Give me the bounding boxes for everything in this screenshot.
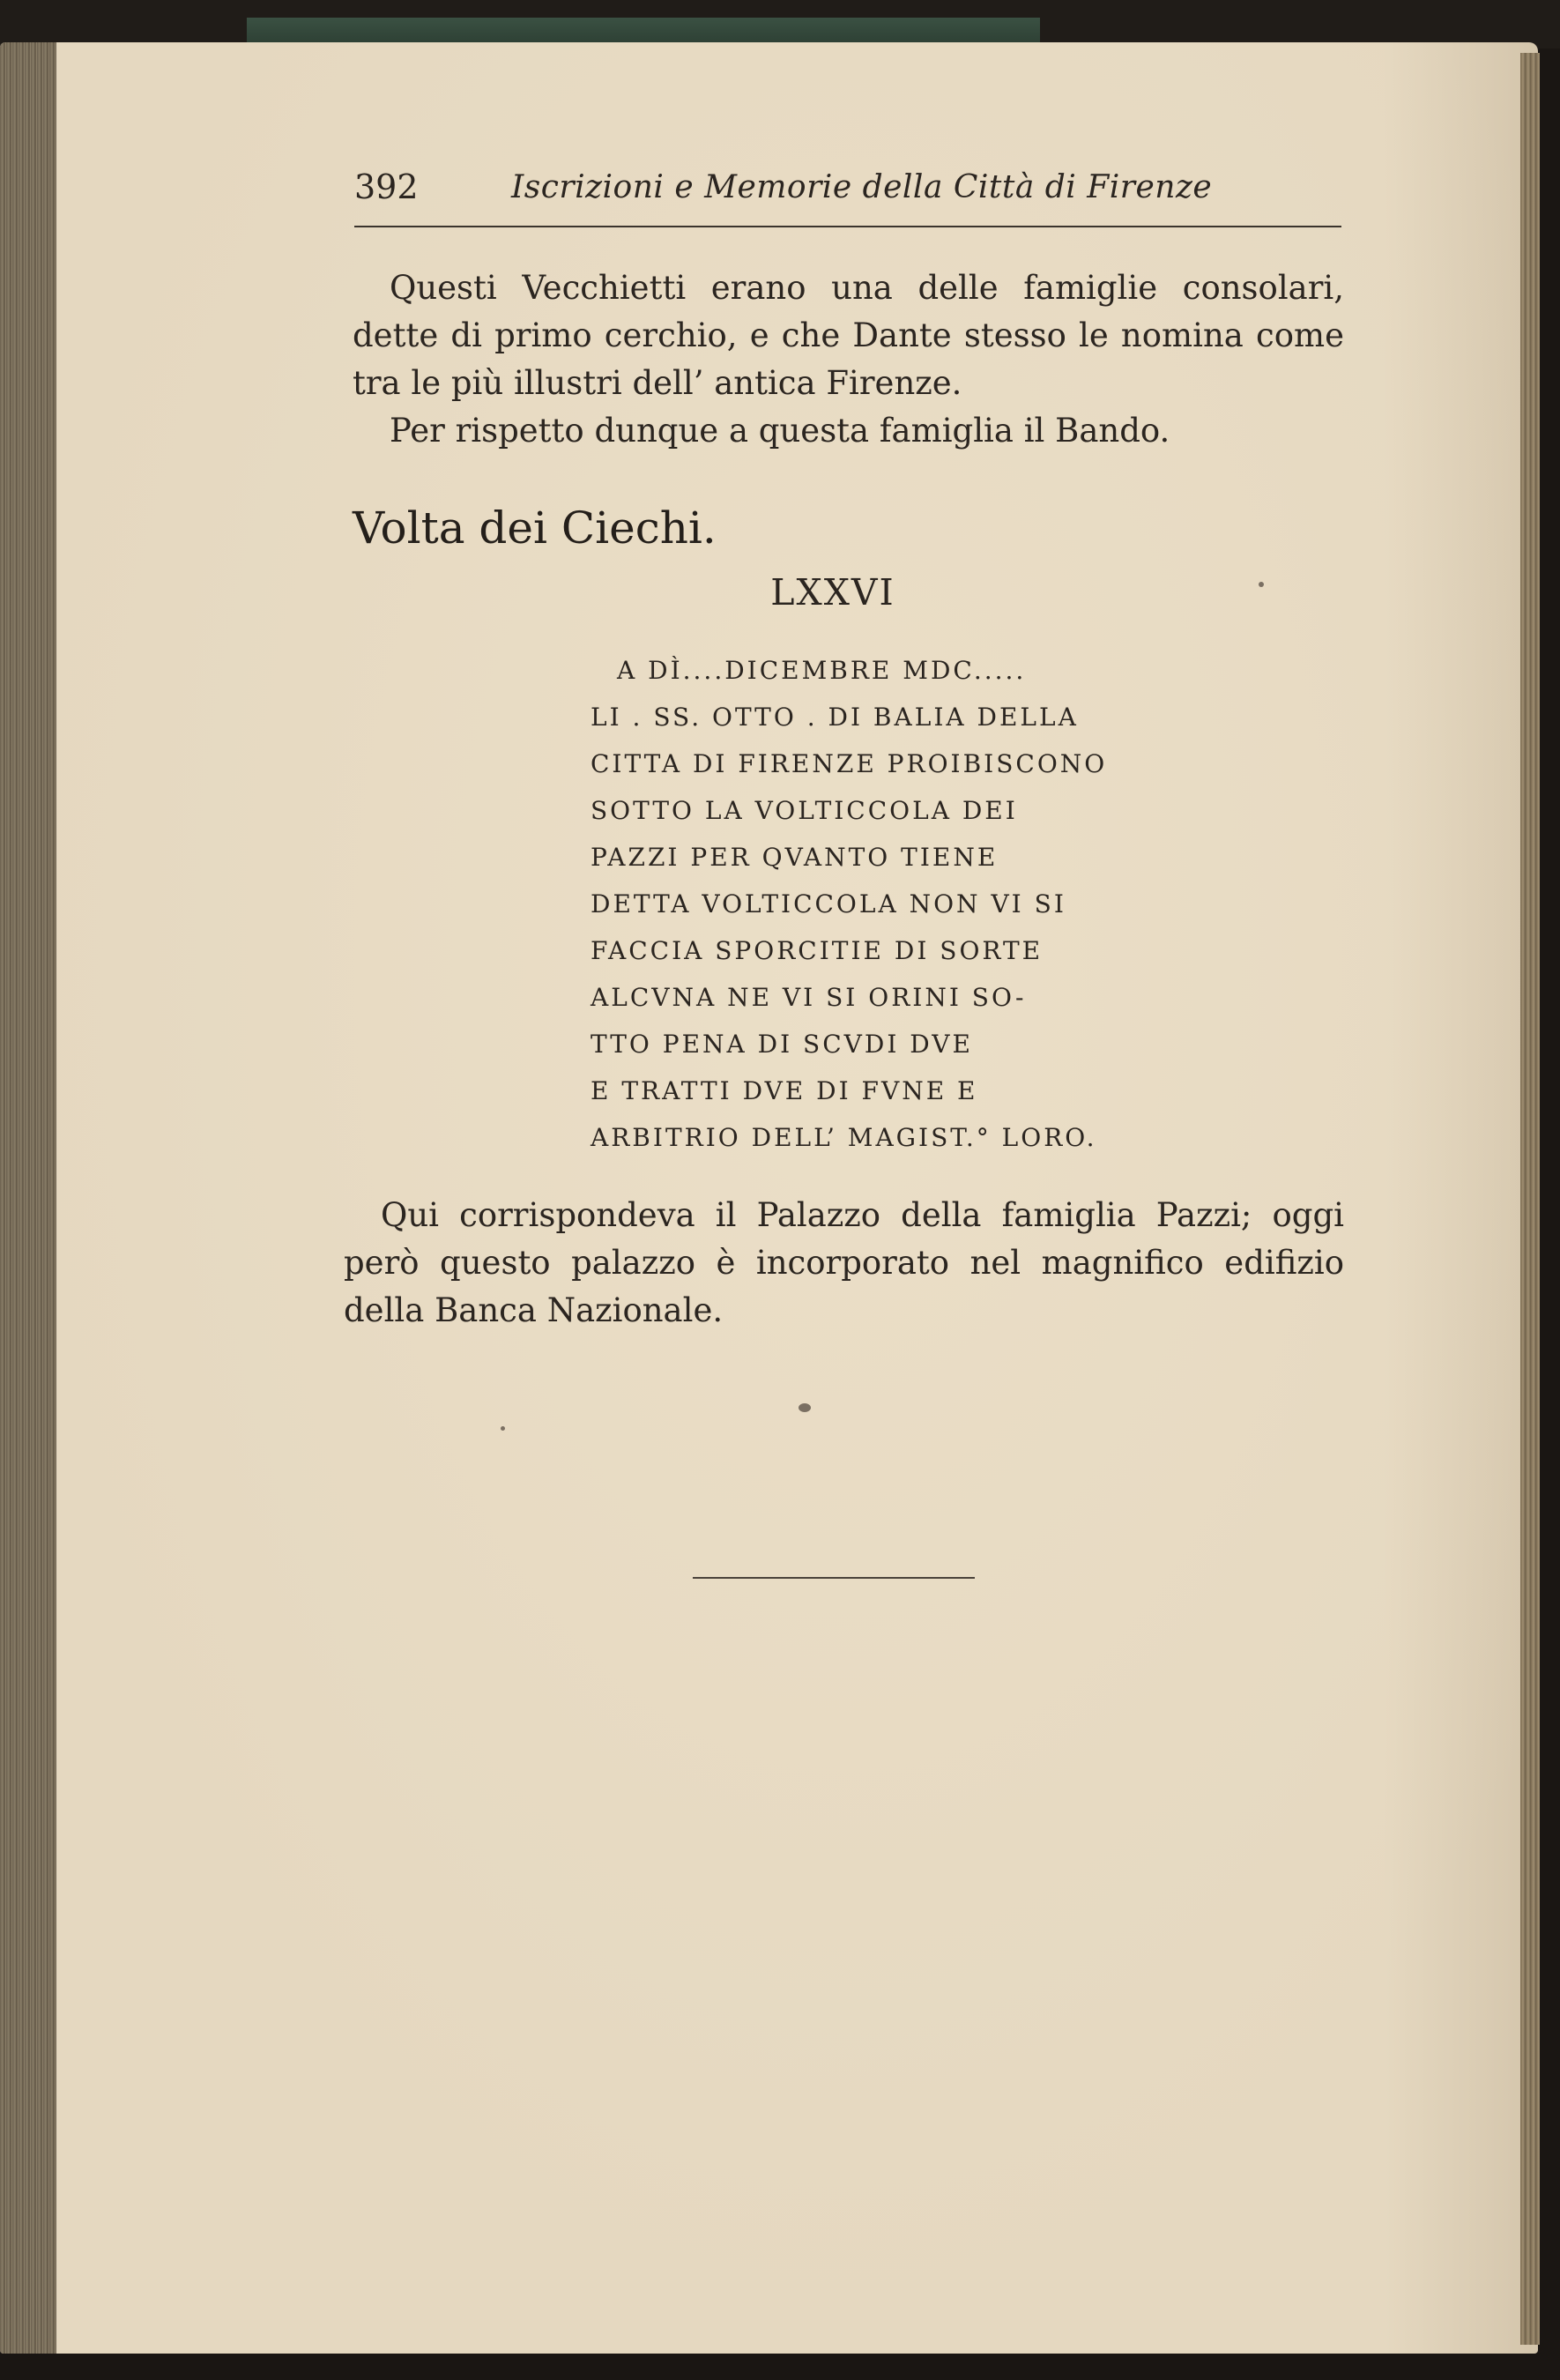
running-title: Iscrizioni e Memorie della Città di Firenze [511,169,1213,205]
section-heading: Volta dei Ciechi. [353,502,717,554]
end-rule [693,1577,975,1579]
inscription-line: A DÌ....DICEMBRE MDC..... [617,656,1027,685]
intro-paragraph-2: Per rispetto dunque a questa famiglia il Bando. [390,412,1170,450]
inscription-line: FACCIA SPORCITIE DI SORTE [591,936,1044,965]
inscription-text [591,647,1119,1161]
inscription-line: TTO PENA DI SCVDI DVE [591,1030,973,1059]
page-right-edge [1520,53,1540,2345]
inscription-line: PAZZI PER QVANTO TIENE [591,843,999,872]
page-block-edges [0,42,56,2354]
page-number: 392 [354,167,419,206]
inscription-line: ARBITRIO DELL’ MAGIST.° LORO. [591,1123,1097,1152]
intro-paragraph-1: Questi Vecchietti erano una delle famiglie consolari, dette di primo cerchio, e che Dante stesso le nomina come tra le più illustri dell’ antica Firenze. [353,269,1344,402]
inscription-line: ALCVNA NE VI SI ORINI SO- [591,983,1027,1012]
inscription-number: LXXVI [770,571,895,614]
paper-speck [1259,582,1264,587]
inscription-line: CITTA DI FIRENZE PROIBISCONO [591,749,1108,778]
paper-speck [501,1426,505,1431]
inscription-line: E TRATTI DVE DI FVNE E [591,1076,978,1105]
inscription-line: LI . SS. OTTO . DI BALIA DELLA [591,703,1079,732]
inscription-line: DETTA VOLTICCOLA NON VI SI [591,889,1066,919]
closing-paragraph: Qui corrispondeva il Palazzo della famiglia Pazzi; oggi però questo palazzo è incorporato nel magnifico edifizio della Banca Nazionale. [344,1196,1344,1329]
paper-speck [799,1403,811,1412]
page-header [354,167,1341,227]
inscription-line: SOTTO LA VOLTICCOLA DEI [591,796,1018,825]
